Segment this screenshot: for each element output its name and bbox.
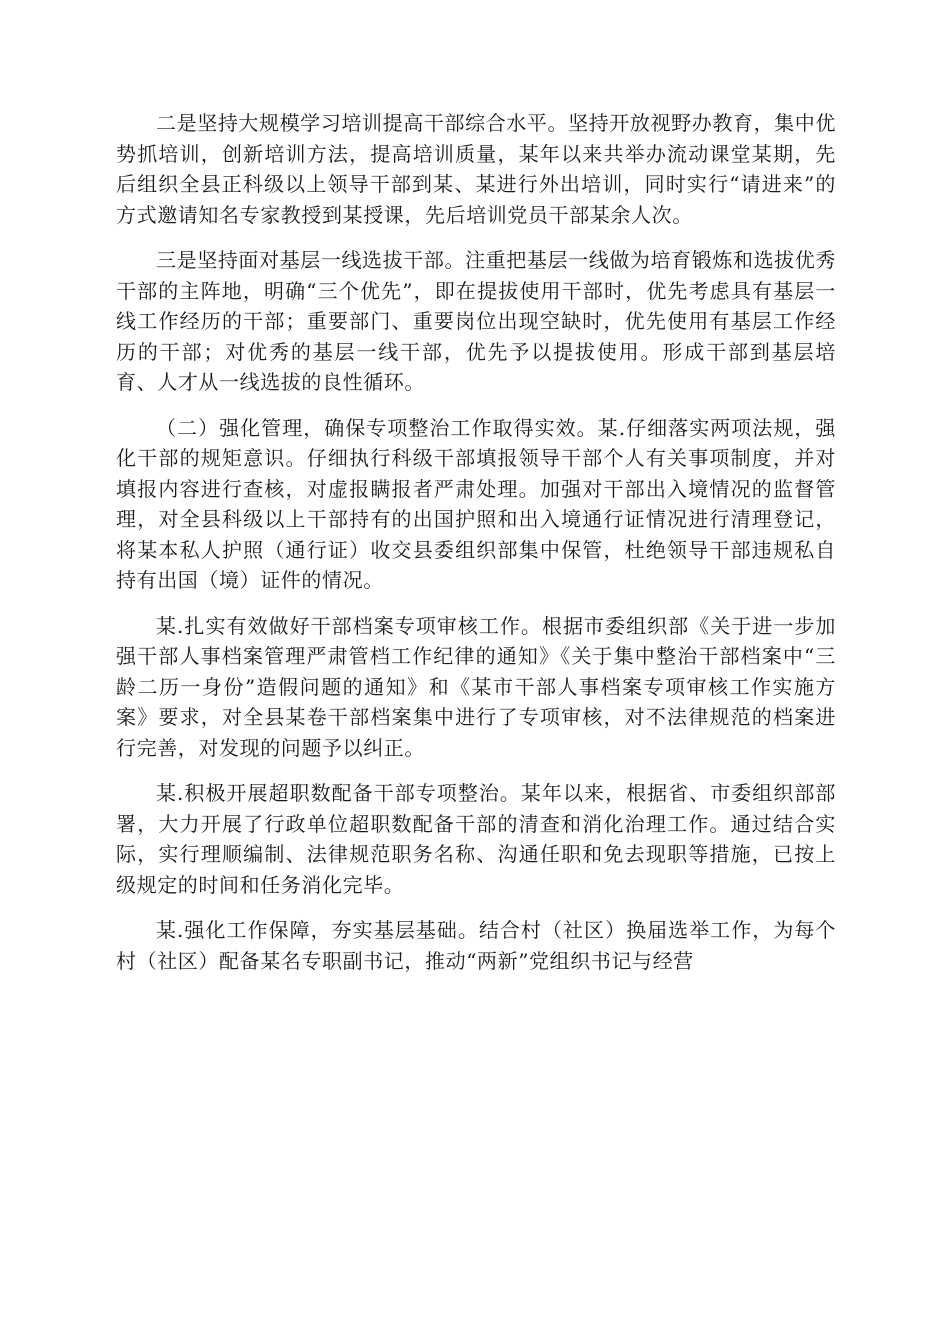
paragraph-excess-positions: 某.积极开展超职数配备干部专项整治。某年以来，根据省、市委组织部部署，大力开展了行政单位超职数配备干部的清查和消化治理工作。通过结合实际，实行理顺编制、法律规范职务名称、沟通任职和免去现职等措施，已按上级规定的时间和任务消化完毕。 (116, 781, 836, 897)
document-page (116, 108, 836, 991)
paragraph-grassroots-selection: 三是坚持面对基层一线选拔干部。注重把基层一线做为培育锻炼和选拔优秀干部的主阵地，明确“三个优先”，即在提拔使用干部时，优先考虑具有基层一线工作经历的干部；重要部门、重要岗位出现空缺时，优先使用有基层工作经历的干部；对优秀的基层一线干部，优先予以提拔使用。形成干部到基层培育、人才从一线选拔的良性循环。 (116, 248, 836, 394)
paragraph-management: （二）强化管理，确保专项整治工作取得实效。某.仔细落实两项法规，强化干部的规矩意识。仔细执行科级干部填报领导干部个人有关事项制度，并对填报内容进行查核，对虚报瞒报者严肃处理。加强对干部出入境情况的监督管理，对全县科级以上干部持有的出国护照和出入境通行证情况进行清理登记，将某本私人护照（通行证）收交县委组织部集中保管，杜绝领导干部违规私自持有出国（境）证件的情况。 (116, 415, 836, 592)
paragraph-training: 二是坚持大规模学习培训提高干部综合水平。坚持开放视野办教育，集中优势抓培训，创新培训方法，提高培训质量，某年以来共举办流动课堂某期，先后组织全县正科级以上领导干部到某、某进行外出培训，同时实行“请进来”的方式邀请知名专家教授到某授课，先后培训党员干部某余人次。 (116, 111, 836, 227)
paragraph-archive-review: 某.扎实有效做好干部档案专项审核工作。根据市委组织部《关于进一步加强干部人事档案管理严肃管档工作纪律的通知》《关于集中整治干部档案中“三龄二历一身份”造假问题的通知》和《某市干部人事档案专项审核工作实施方案》要求，对全县某卷干部档案集中进行了专项审核，对不法律规范的档案进行完善，对发现的问题予以纠正。 (116, 613, 836, 760)
paragraph-work-guarantee: 某.强化工作保障，夯实基层基础。结合村（社区）换届选举工作，为每个村（社区）配备某名专职副书记，推动“两新”党组织书记与经营 (116, 918, 836, 973)
